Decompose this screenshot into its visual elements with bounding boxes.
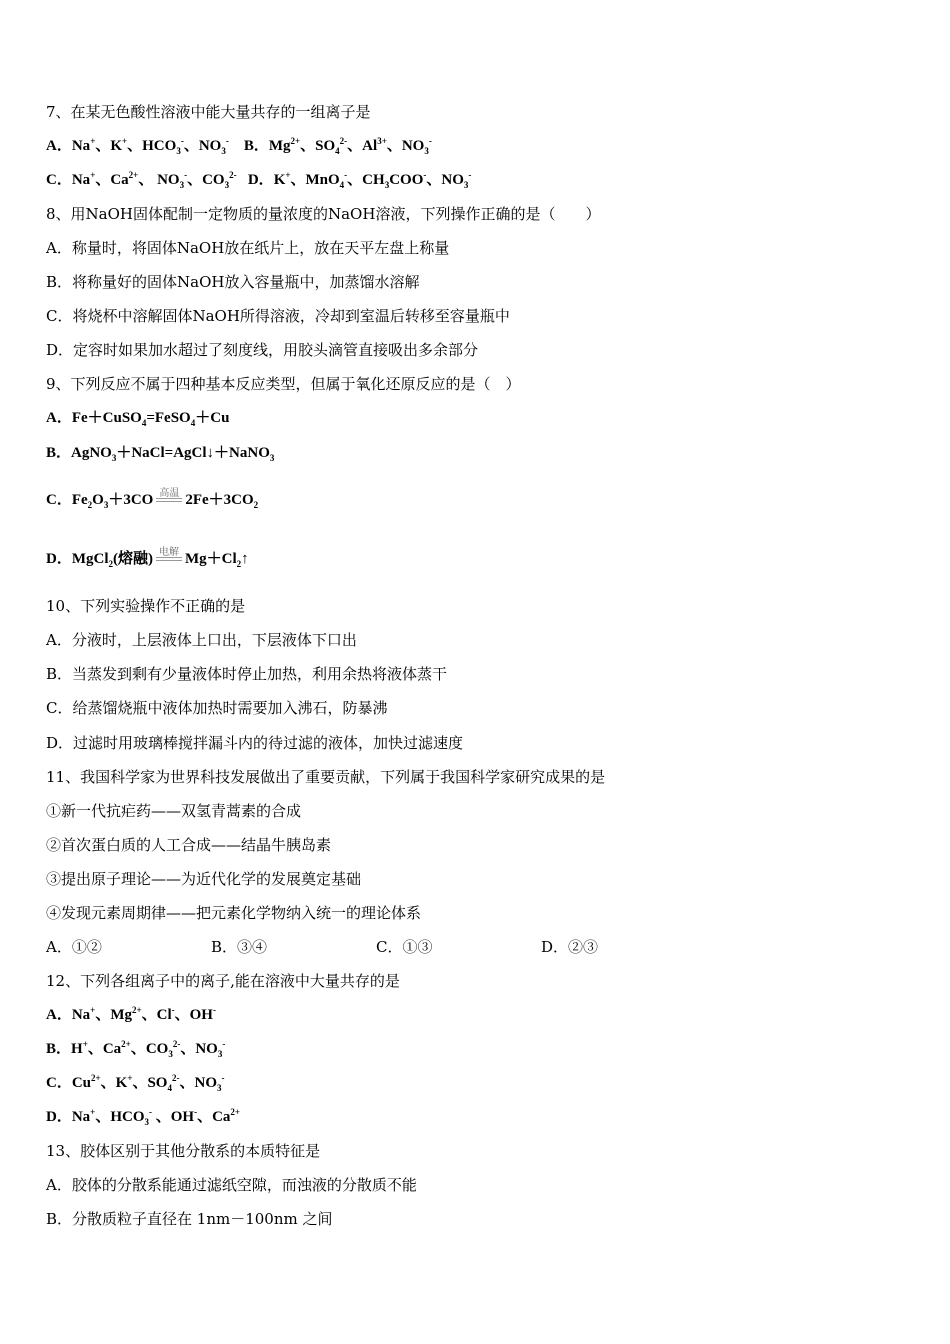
q10-option-d: D．过滤时用玻璃棒搅拌漏斗内的待过滤的液体，加快过滤速度 <box>46 734 464 752</box>
q12-option-b: B．H+、$Ca^{2+}$、$CO_3^{2-}$、$NO_3^-$ <box>46 1039 226 1059</box>
q7-options-cd: C．Na+、$Ca^{2+}$、 $NO_3^-$、$CO_3^{2-}$ D．K+、MnO$_4$-、$CH_3COO^-$、$NO_3^-$ <box>46 170 472 190</box>
q10-option-a: A．分液时，上层液体上口出，下层液体下口出 <box>46 631 357 649</box>
q9-melt-label: (熔融) <box>113 551 153 567</box>
q9-option-d: D．MgCl$_2$(熔融) 电解 $Mg+Cl_2↑$ <box>46 547 249 569</box>
q7-option-b-label: B． <box>243 138 269 154</box>
q11-option-d: D．②③ <box>541 938 599 956</box>
q11-item: ①新一代抗疟药——双氢青蒿素的合成 <box>46 802 302 820</box>
q7-options-ab: A．Na+、K+、$HCO_3^-$、$NO_3^-$ B．$Mg^{2+}$、$SO_4^{2-}$、$Al^{3+}$、$NO_3^-$ <box>46 136 432 156</box>
q10-option-c: C．给蒸馏烧瓶中液体加热时需要加入沸石，防暴沸 <box>46 699 388 717</box>
q11-option-b: B．③④ <box>211 938 268 956</box>
q11-options <box>46 937 706 957</box>
q12-stem: 12、下列各组离子中的离子,能在溶液中大量共存的是 <box>46 972 400 990</box>
q9-option-c: C．$Fe_2O_3+3CO$ 高温 $2Fe+3CO_2$ <box>46 488 259 510</box>
q10-option-b: B．当蒸发到剩有少量液体时停止加热，利用余热将液体蒸干 <box>46 665 448 683</box>
q7-option-d-label: D． <box>247 172 274 188</box>
q12-option-c: C．$Cu^{2+}$、K+、$SO_4^{2-}$、$NO_3^-$ <box>46 1073 225 1093</box>
q8-option-c: C．将烧杯中溶解固体NaOH所得溶液，冷却到室温后转移至容量瓶中 <box>46 307 510 325</box>
q7-option-c-label: C． <box>46 172 72 188</box>
q9-option-a: A．Fe＋CuSO$_4$=FeSO$_4$＋Cu <box>46 410 230 428</box>
q8-option-b: B．将称量好的固体NaOH放入容量瓶中，加蒸馏水溶解 <box>46 273 420 291</box>
q11-stem: 11、我国科学家为世界科技发展做出了重要贡献，下列属于我国科学家研究成果的是 <box>46 768 606 786</box>
q7-option-a-label: A． <box>46 138 72 154</box>
q12-option-a: A．Na+、$Mg^{2+}$、Cl-、OH- <box>46 1005 216 1023</box>
q8-stem: 8、用NaOH固体配制一定物质的量浓度的NaOH溶液，下列操作正确的是（ ） <box>46 205 601 223</box>
q11-item: ②首次蛋白质的人工合成——结晶牛胰岛素 <box>46 836 332 854</box>
q11-option-a: A．①② <box>46 938 102 956</box>
q8-option-a: A．称量时，将固体NaOH放在纸片上，放在天平左盘上称量 <box>46 239 450 257</box>
q10-stem: 10、下列实验操作不正确的是 <box>46 597 246 615</box>
q13-option-b: B．分散质粒子直径在 1nm－100nm 之间 <box>46 1210 333 1228</box>
q9-stem: 9、下列反应不属于四种基本反应类型，但属于氧化还原反应的是（ ） <box>46 375 521 393</box>
q12-option-d: D．Na+、$HCO_3^-$ 、OH-、$Ca^{2+}$ <box>46 1107 241 1127</box>
q11-item: ③提出原子理论——为近代化学的发展奠定基础 <box>46 870 362 888</box>
q11-option-c: C．①③ <box>376 938 433 956</box>
q7-stem: 7、在某无色酸性溶液中能大量共存的一组离子是 <box>46 103 371 121</box>
q9-option-b: B．AgNO$_3$＋NaCl=AgCl↓＋NaNO$_3$ <box>46 445 275 463</box>
q13-option-a: A．胶体的分散系能通过滤纸空隙，而浊液的分散质不能 <box>46 1176 417 1194</box>
q13-stem: 13、胶体区别于其他分散系的本质特征是 <box>46 1142 321 1160</box>
q11-item: ④发现元素周期律——把元素化学物纳入统一的理论体系 <box>46 904 422 922</box>
q8-option-d: D．定容时如果加水超过了刻度线，用胶头滴管直接吸出多余部分 <box>46 341 479 359</box>
